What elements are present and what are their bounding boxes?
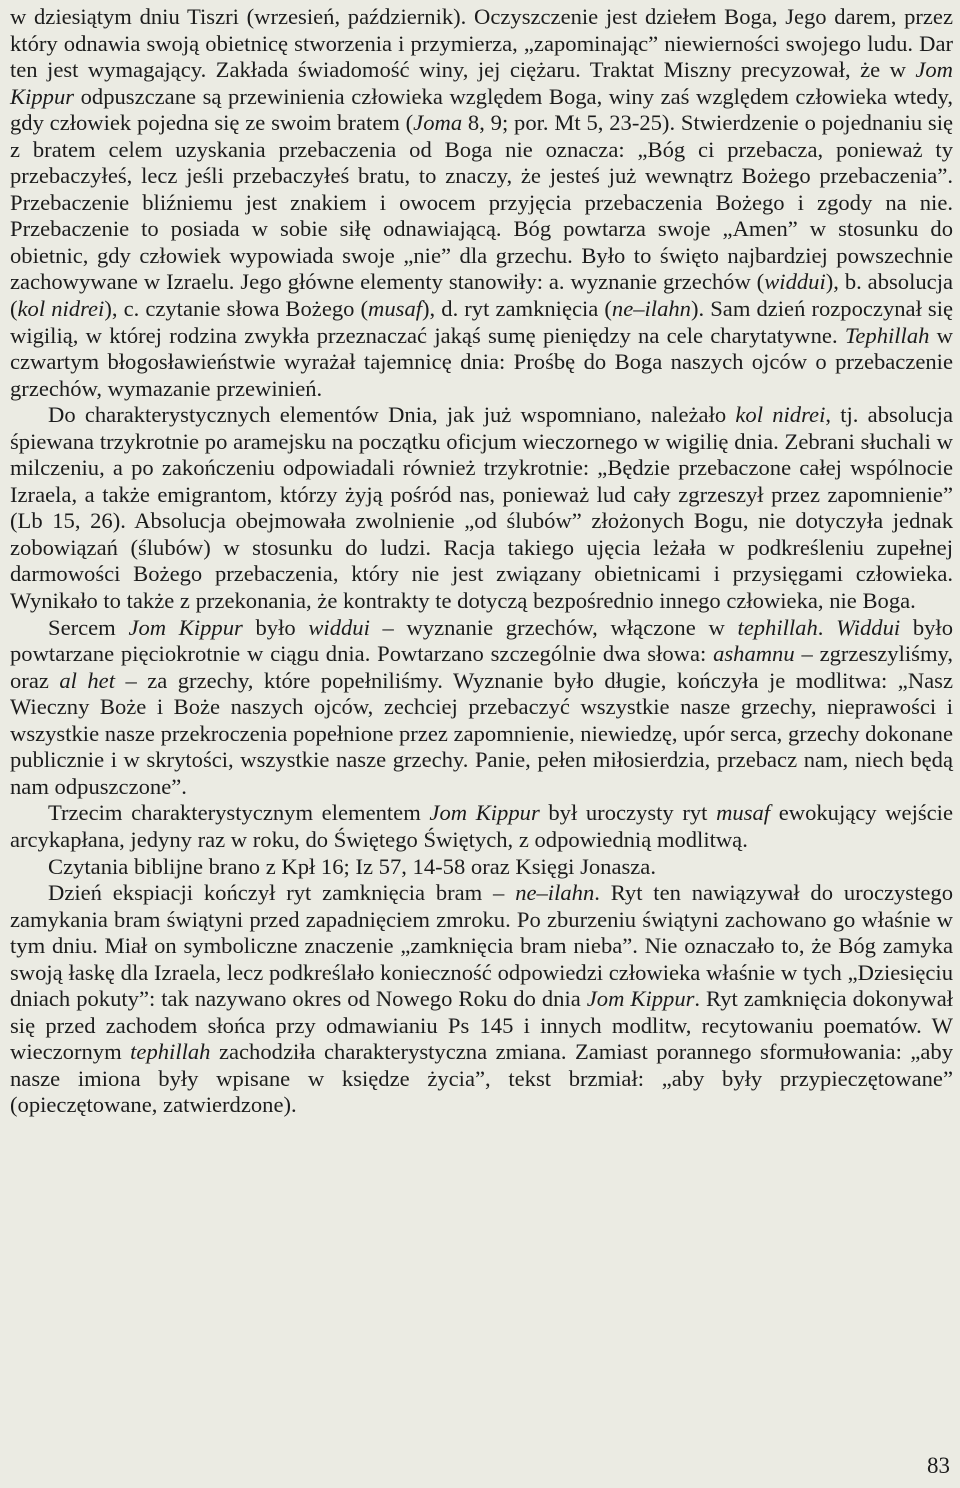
italic-term: Jom Kippur <box>429 800 540 826</box>
text-run: Trzecim charakterystycznym elementem <box>48 800 430 826</box>
paragraph <box>10 402 953 614</box>
text-run: odpuszczane są przewinienia człowieka względem Boga, winy zaś względem człowieka wtedy, gdy człowiek pojedna się ze swoim bratem ( <box>10 83 953 136</box>
text-run: było <box>242 614 309 640</box>
text-run: – wyznanie grzechów, włączone w <box>369 614 738 640</box>
paragraph <box>10 4 953 402</box>
italic-term: al het <box>59 667 115 693</box>
body-text <box>10 4 953 1119</box>
italic-term: Widdui <box>836 614 901 640</box>
text-run: – za grzechy, które popełniliśmy. Wyznanie było długie, kończyła je modlitwa: „Nasz Wieczny Boże i Boże naszych ojców, zechciej przebaczyć wszystkie nasze grzechy, nieprawości i wszystkie nasze przekroczenia popełnione przez zapomnienie, niewiedzę, upór serca, grzechy dokonane publicznie i w skrytości, wszystkie nasze grzechy. Panie, pełen miłosierdzia, przebacz nam, niech będą nam odpuszczone”. <box>10 667 953 799</box>
page-number: 83 <box>927 1453 950 1478</box>
text-run: Do charakterystycznych elementów Dnia, jak już wspomniano, należało <box>48 402 736 428</box>
text-run: Sercem <box>48 614 129 640</box>
italic-term: musaf <box>368 296 423 322</box>
italic-term: ne–ilahn <box>515 880 595 906</box>
text-run: Dzień ekspiacji kończył ryt zamknięcia bram – <box>48 880 516 906</box>
text-run: ewokujący wejście arcykapłana, jedyny raz w roku, do Świętego Świętych, z odpowiednią modlitwą. <box>10 800 953 852</box>
italic-term: Jom Kippur <box>10 57 953 109</box>
italic-term: tephillah <box>737 614 818 640</box>
text-run: Czytania biblijne brano z Kpł 16; Iz 57, 14-58 oraz Księgi Jonasza. <box>48 853 656 879</box>
text-run: . Ryt zamknięcia dokonywał się przed zachodem słońca przy odmawianiu Ps 145 i innych modlitw, recytowaniu poematów. W wieczornym <box>10 986 953 1065</box>
italic-term: tephillah <box>130 1039 211 1065</box>
text-run: , tj. absolucja śpiewana trzykrotnie po aramejsku na początku oficjum wieczornego w wigilię dnia. Zebrani słuchali w milczeniu, a po zakończeniu odpowiadali również trzykrotnie: „Będzie przebaczone całej wspólnocie Izraela, a także emigrantom, którzy żyją pośród nas, ponieważ lud cały zgrzeszył przez zapomnienie” (Lb 15, 26). Absolucja obejmowała zwolnienie „od ślubów” złożonych Bogu, nie dotyczyła jednak zobowiązań (ślubów) w stosunku do ludzi. Racja takiego ujęcia leżała w podkreśleniu zupełnej darmowości Bożego przebaczenia, który nie jest związany obietnicami i przysięgami człowieka. Wynikało to także z przekonania, że kontrakty te dotyczą bezpośrednio innego człowieka, nie Boga. <box>10 402 953 614</box>
text-run: w czwartym błogosławieństwie wyrażał tajemnicę dnia: Prośbę do Boga naszych ojców o przebaczenie grzechów, wymazanie przewinień. <box>10 322 953 401</box>
text-run: był uroczysty ryt <box>539 800 717 826</box>
text-run: zachodziła charakterystyczna zmiana. Zamiast porannego sformułowania: „aby nasze imiona były wpisane w księdze życia”, tekst brzmiał: „aby były przypieczętowane” (opieczętowane, zatwierdzone). <box>10 1039 953 1118</box>
italic-term: kol nidrei <box>17 296 105 322</box>
italic-term: Joma <box>413 110 463 136</box>
text-run: 8, 9; por. Mt 5, 23-25). Stwierdzenie o pojednaniu się z bratem celem uzyskania przebaczenia od Boga nie oznacza: „Bóg ci przebacza, ponieważ ty przebaczyłeś, lecz jeśli przebaczyłeś bratu, to znaczy, że jesteś już wewnątrz Bożego przebaczenia”. Przebaczenie bliźniemu jest znakiem i owocem przyjęcia przebaczenia Bożego i zgody na nie. Przebaczenie to posiada w sobie siłę odnawiającą. Bóg powtarza swoje „Amen” w stosunku do obietnic, gdy człowiek wypowiada swoje „nie” dla grzechu. Było to święto najbardziej powszechnie zachowywane w Izraelu. Jego główne elementy stanowiły: a. wyznanie grzechów ( <box>10 110 953 295</box>
italic-term: Jom Kippur <box>586 986 695 1012</box>
italic-term: kol nidrei <box>735 402 826 428</box>
text-run: ), d. ryt zamknięcia ( <box>422 296 612 322</box>
italic-term: Tephillah <box>844 322 930 348</box>
italic-term: musaf <box>716 800 771 826</box>
text-run: ), b. absolucja ( <box>10 269 953 322</box>
text-run: . <box>817 614 837 640</box>
italic-term: ashamnu <box>713 641 795 667</box>
text-run: – zgrzeszyliśmy, oraz <box>10 641 953 693</box>
italic-term: ne–ilahn <box>611 296 691 322</box>
italic-term: Jom Kippur <box>128 614 243 640</box>
paragraph <box>10 615 953 801</box>
text-run: ). Sam dzień rozpoczynał się wigilią, w której rodzina zwykła przeznaczać jakąś sumę pieniędzy na cele charytatywne. <box>10 296 954 348</box>
paragraph <box>10 854 953 881</box>
paragraph <box>10 880 953 1119</box>
paragraph <box>10 800 953 853</box>
italic-term: widdui <box>308 614 370 640</box>
text-run: było powtarzane pięciokrotnie w ciągu dnia. Powtarzano szczególnie dwa słowa: <box>10 614 954 667</box>
text-run: w dziesiątym dniu Tiszri (wrzesień, październik). Oczyszczenie jest dziełem Boga, Jego darem, przez który odnawia swoją obietnicę stworzenia i przymierza, „zapominając” niewierności swojego ludu. Dar ten jest wymagający. Zakłada świadomość winy, jej ciężaru. Traktat Miszny precyzował, że w <box>10 4 953 83</box>
text-run: ), c. czytanie słowa Bożego ( <box>104 296 369 322</box>
text-run: . Ryt ten nawiązywał do uroczystego zamykania bram świątyni przed zapadnięciem zmroku. Po zburzeniu świątyni zachowano go właśnie w tym dniu. Miał on symboliczne znaczenie „zamknięcia bram nieba”. Nie oznaczało to, że Bóg zamyka swoją łaskę dla Izraela, lecz podkreślało konieczność odpowiedzi człowieka właśnie w tych „Dziesięciu dniach pokuty”: tak nazywano okres od Nowego Roku do dnia <box>10 880 953 1012</box>
italic-term: widdui <box>764 269 826 295</box>
